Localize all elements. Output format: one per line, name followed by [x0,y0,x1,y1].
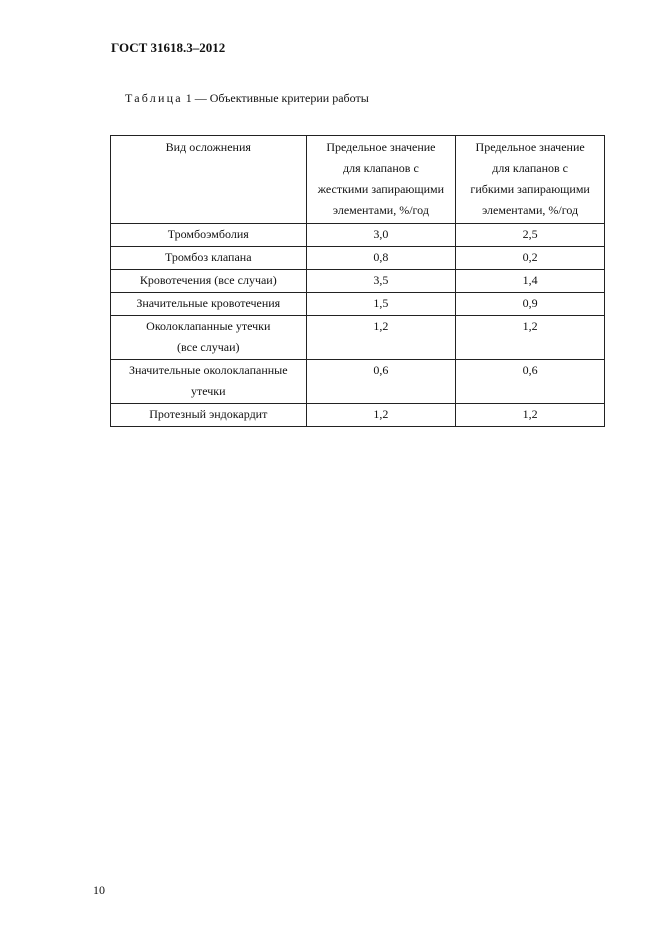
cell-text: 1,5 [373,296,389,310]
header-line: элементами, %/год [332,203,429,217]
cell-text: 1,2 [522,319,538,333]
complication-cell [111,247,307,270]
rigid-value-cell [306,360,456,404]
cell-text: 1,2 [373,319,389,333]
rigid-value-cell [306,404,456,427]
complication-cell [111,316,307,360]
flexible-value-cell [456,360,605,404]
cell-text: Околоклапанные утечки [146,319,271,333]
table-title: — Объективные критерии работы [194,91,369,105]
flexible-value-cell [456,293,605,316]
cell-text: 0,8 [373,250,389,264]
cell-text: 2,5 [522,227,538,241]
header-rigid-valves [306,136,456,224]
page-number: 10 [93,883,105,897]
header-line: гибкими запирающими [470,182,590,196]
header-line: для клапанов с [343,161,419,175]
table-row [111,224,605,247]
cell-text: Тромбоэмболия [167,227,249,241]
cell-text: (все случаи) [177,340,240,354]
table-number: 1 [185,91,192,105]
flexible-value-cell [456,270,605,293]
table-row [111,293,605,316]
cell-text: 1,2 [522,407,538,421]
table-caption [125,91,369,106]
cell-text: Кровотечения (все случаи) [139,273,277,287]
complication-cell [111,404,307,427]
header-line: Предельное значение [475,140,585,154]
flexible-value-cell [456,224,605,247]
header-flexible-valves [456,136,605,224]
cell-text: Тромбоз клапана [164,250,252,264]
rigid-value-cell [306,316,456,360]
cell-text: Протезный эндокардит [149,407,268,421]
document-code: ГОСТ 31618.3–2012 [111,40,226,55]
cell-text: 3,5 [373,273,389,287]
complication-cell [111,224,307,247]
cell-text: 0,6 [522,363,538,377]
header-line: жесткими запирающими [317,182,445,196]
cell-text: 3,0 [373,227,389,241]
table-row [111,404,605,427]
cell-text: 0,6 [373,363,389,377]
cell-text: Значительные кровотечения [136,296,281,310]
complication-cell [111,293,307,316]
cell-text: 0,2 [522,250,538,264]
rigid-value-cell [306,293,456,316]
flexible-value-cell [456,316,605,360]
table-row [111,360,605,404]
table-row [111,270,605,293]
table-row [111,247,605,270]
header-line: Вид осложнения [165,140,251,154]
header-line: Предельное значение [326,140,436,154]
header-line: элементами, %/год [482,203,579,217]
table-label: Таблица [125,91,183,105]
cell-text: 1,2 [373,407,389,421]
rigid-value-cell [306,247,456,270]
cell-text: 1,4 [522,273,538,287]
header-line: для клапанов с [492,161,569,175]
flexible-value-cell [456,404,605,427]
rigid-value-cell [306,270,456,293]
flexible-value-cell [456,247,605,270]
complication-cell [111,360,307,404]
cell-text: 0,9 [522,296,538,310]
complication-cell [111,270,307,293]
rigid-value-cell [306,224,456,247]
table-row [111,316,605,360]
criteria-table [110,135,605,427]
header-complication-type [111,136,307,224]
cell-text: утечки [191,384,226,398]
table-header-row [111,136,605,224]
cell-text: Значительные околоклапанные [128,363,288,377]
